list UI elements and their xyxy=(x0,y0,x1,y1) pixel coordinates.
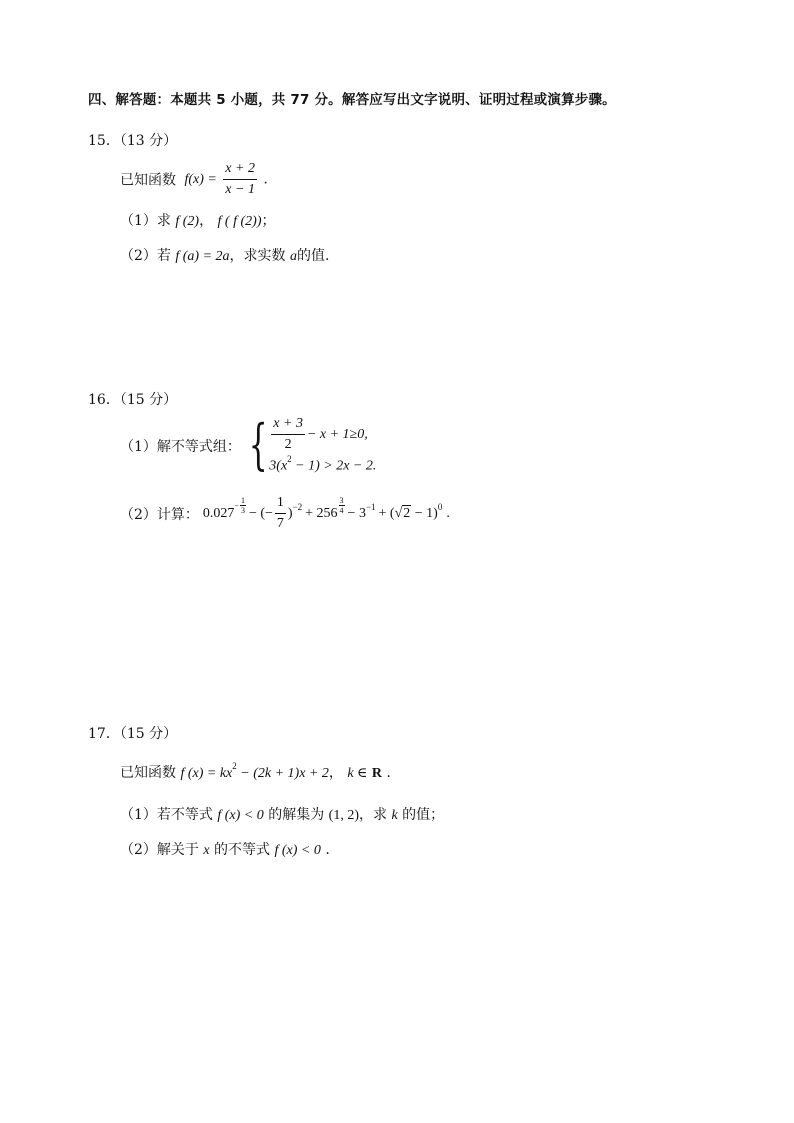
q15-p2-expr: f (a) = 2a xyxy=(175,249,230,264)
sqrt-sign: √ xyxy=(394,505,403,521)
q16-ineq2-b: − 1) > 2x − 2. xyxy=(291,458,377,474)
c-base1: 0.027 xyxy=(202,505,235,521)
q16-ineq1-num: x + 3 xyxy=(271,415,305,435)
q15-fraction xyxy=(223,160,257,199)
q17-part2 xyxy=(120,839,330,859)
c-exp5: 0 xyxy=(437,501,443,512)
left-brace: { xyxy=(248,412,268,476)
q17-p2-end: . xyxy=(325,842,330,858)
c-exp3 xyxy=(339,496,345,515)
q17-p1-mid2: ，求 xyxy=(358,807,387,823)
c-exp3-num: 3 xyxy=(339,496,344,505)
q17-p1-expr: f (x) < 0 xyxy=(217,808,264,823)
q15-p2-prefix: （2）若 xyxy=(120,248,171,264)
q17-p1-prefix: （1）若不等式 xyxy=(120,807,213,823)
q15-intro: 已知函数 xyxy=(120,172,176,189)
c-frac-num: 1 xyxy=(275,494,286,514)
q17-part1 xyxy=(120,804,444,824)
c-exp1 xyxy=(240,496,246,515)
q17-k-in: k ∈ xyxy=(347,766,368,781)
q15-part2 xyxy=(120,245,329,265)
q17-p2-prefix: （2）解关于 xyxy=(120,842,199,858)
c-plus-open: + ( xyxy=(378,505,395,521)
q15-p1-end: ； xyxy=(261,213,276,229)
c-exp1-num: 1 xyxy=(240,496,245,505)
section-heading: 四、解答题：本题共 5 小题，共 77 分。解答应写出文字说明、证明过程或演算步骤。 xyxy=(88,92,616,108)
q15-statement xyxy=(120,160,268,199)
q17-p2-expr: f (x) < 0 xyxy=(274,843,321,858)
q17-p1-var: k xyxy=(391,808,398,823)
q15-p1-expr2: f ( f (2)) xyxy=(217,214,262,229)
c-sqrt: 2 xyxy=(403,506,411,521)
q16-p1-prefix: （1）解不等式组： xyxy=(120,438,241,455)
q15-p2-var: a xyxy=(290,249,297,264)
c-minus-open: − (− xyxy=(248,505,273,521)
q16-ineq2-a: 3(x xyxy=(269,458,288,474)
q17-intro-end: . xyxy=(386,765,391,781)
q17-fx-sup: 2 xyxy=(232,761,237,772)
q17-fx-b: − (2k + 1)x + 2 xyxy=(236,766,329,781)
q17-fx-a: f (x) = kx xyxy=(180,766,233,781)
q15-intro-end: . xyxy=(263,171,268,188)
q17-p1-mid: 的解集为 xyxy=(268,807,325,823)
c-exp2: −2 xyxy=(292,501,303,512)
c-exp1-den: 3 xyxy=(240,506,245,515)
q17-p2-mid: 的不等式 xyxy=(214,842,271,858)
q16-ineq1-rest: − x + 1≥0, xyxy=(306,426,368,442)
q16-ineq1-den: 2 xyxy=(284,437,292,452)
q15-frac-num: x + 2 xyxy=(223,160,257,180)
c-frac-den: 7 xyxy=(276,516,284,531)
q16-part2 xyxy=(120,494,450,533)
q15-p2-end: 的值. xyxy=(297,248,330,264)
q17-sep: ， xyxy=(328,765,343,781)
c-exp3-den: 4 xyxy=(339,506,344,515)
q16-ineq1-frac xyxy=(271,415,305,454)
q15-p1-sep: ， xyxy=(199,213,214,229)
q17-p1-end: 的值； xyxy=(402,807,445,823)
q17-p1-set: (1, 2) xyxy=(328,808,359,823)
q16-part1 xyxy=(120,412,377,476)
q17-statement xyxy=(120,762,391,782)
q15-fx: f(x) = xyxy=(184,171,217,187)
q15-p1-prefix: （1）求 xyxy=(120,213,171,229)
q16-ineq1 xyxy=(269,415,376,454)
q15-p2-mid: ，求实数 xyxy=(229,248,286,264)
c-minus3: − 3 xyxy=(347,505,366,521)
c-exp4: −1 xyxy=(365,501,376,512)
c-exp1-sign: − xyxy=(234,501,239,510)
q17-label: 17．（15 分） xyxy=(88,726,178,742)
c-frac xyxy=(275,494,286,533)
q16-system xyxy=(269,415,376,475)
q16-ineq2-sup: 2 xyxy=(287,454,292,464)
q15-label: 15．（13 分） xyxy=(88,133,178,149)
q16-label: 16．（15 分） xyxy=(88,392,178,408)
c-close: ) xyxy=(287,505,293,521)
q17-intro: 已知函数 xyxy=(120,765,176,781)
q17-R: R xyxy=(371,766,382,781)
q16-p2-prefix: （2）计算： xyxy=(120,506,199,523)
c-plus256: + 256 xyxy=(305,505,338,521)
q15-part1 xyxy=(120,210,275,230)
q17-p2-var: x xyxy=(203,843,210,858)
c-end: . xyxy=(446,505,450,521)
q16-ineq2 xyxy=(269,456,376,475)
q15-frac-den: x − 1 xyxy=(225,182,255,197)
c-sqrt-rest: − 1) xyxy=(411,505,438,521)
q15-p1-expr1: f (2) xyxy=(175,214,200,229)
